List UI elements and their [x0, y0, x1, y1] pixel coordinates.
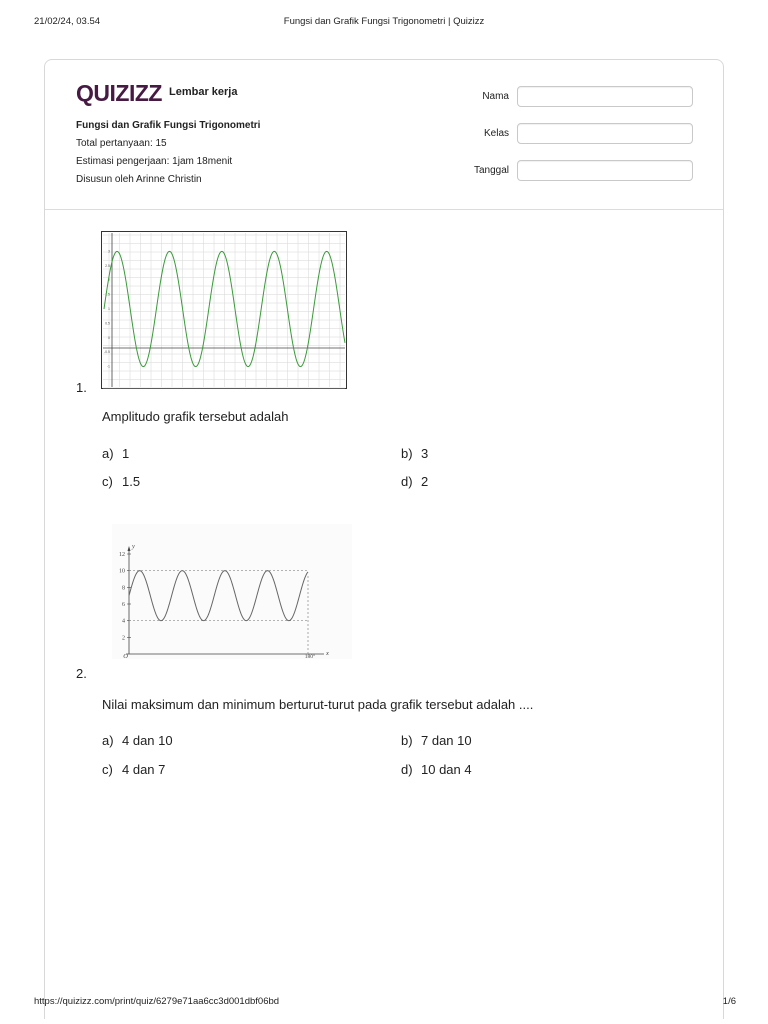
graph-2-y-tick-label: 10 — [119, 568, 125, 575]
page-number: 1/6 — [722, 996, 736, 1007]
graph-1-y-tick-label: -0.5 — [103, 350, 110, 355]
question-1-option-c[interactable] — [102, 474, 140, 489]
graph-2-x-end-label: 180° — [304, 654, 316, 659]
print-footer — [0, 996, 768, 1010]
graph-1-frame — [102, 232, 347, 389]
option-text: 4 dan 10 — [122, 733, 173, 748]
question-1-text: Amplitudo grafik tersebut adalah — [102, 409, 289, 424]
question-2-number: 2. — [76, 666, 87, 681]
option-text: 1 — [122, 446, 130, 461]
graph-2-y-tick-label: 2 — [122, 635, 125, 642]
option-letter: d) — [401, 762, 413, 777]
question-2-option-d[interactable] — [401, 762, 472, 777]
question-2-graph — [112, 524, 352, 659]
question-1-option-d[interactable] — [401, 474, 428, 489]
option-letter: b) — [401, 446, 413, 461]
author-line: Disusun oleh Arinne Christin — [76, 174, 202, 185]
option-text: 7 dan 10 — [421, 733, 472, 748]
estimated-duration: Estimasi pengerjaan: 1jam 18menit — [76, 156, 233, 167]
print-url: https://quizizz.com/print/quiz/6279e71aa6cc3d001dbf06bd — [34, 996, 280, 1007]
graph-2-y-label: y — [132, 543, 135, 550]
option-text: 10 dan 4 — [421, 762, 472, 777]
graph-1-y-tick-label: -1 — [106, 364, 110, 369]
question-2-text: Nilai maksimum dan minimum berturut-turut pada grafik tersebut adalah .... — [102, 697, 534, 712]
question-1-option-a[interactable] — [102, 446, 129, 461]
date-input[interactable] — [517, 160, 693, 181]
option-text: 2 — [421, 474, 429, 489]
graph-1-y-tick-label: 2 — [108, 278, 110, 283]
print-header — [0, 16, 768, 30]
option-text: 4 dan 7 — [122, 762, 166, 777]
question-2-option-b[interactable] — [401, 733, 472, 748]
worksheet-title: Fungsi dan Grafik Fungsi Trigonometri — [76, 120, 261, 131]
print-page-title: Fungsi dan Grafik Fungsi Trigonometri | Quizizz — [283, 16, 485, 27]
graph-1-y-tick-label: 1 — [108, 307, 110, 311]
option-letter: d) — [401, 474, 413, 489]
question-1-graph — [101, 231, 347, 389]
name-label: Nama — [482, 91, 509, 102]
graph-1-y-tick-label: 0 — [108, 335, 110, 340]
option-letter: a) — [102, 446, 114, 461]
question-2-option-c[interactable] — [102, 762, 165, 777]
worksheet-header — [45, 60, 723, 210]
option-letter: b) — [401, 733, 413, 748]
graph-2-y-tick-label: 6 — [122, 602, 125, 608]
graph-2-y-tick-label: 8 — [122, 585, 125, 592]
graph-2-background — [112, 524, 352, 659]
question-1-option-b[interactable] — [401, 446, 428, 461]
graph-1-y-tick-label: 1.5 — [105, 292, 110, 297]
class-input[interactable] — [517, 123, 693, 144]
option-letter: c) — [102, 474, 113, 489]
graph-2-y-tick-label: 12 — [119, 552, 125, 558]
worksheet-label: Lembar kerja — [169, 86, 238, 98]
class-label: Kelas — [483, 128, 509, 139]
print-timestamp: 21/02/24, 03.54 — [34, 16, 101, 27]
question-1-number: 1. — [76, 380, 87, 395]
question-2-option-a[interactable] — [102, 733, 173, 748]
total-questions: Total pertanyaan: 15 — [76, 138, 167, 149]
graph-1-y-tick-label: 2.5 — [105, 263, 110, 268]
graph-2-y-tick-label: 4 — [122, 618, 125, 625]
option-letter: a) — [102, 733, 114, 748]
graph-2-x-label: x — [326, 650, 329, 657]
graph-1-y-tick-label: 0.5 — [105, 321, 110, 326]
graph-2-origin-label: O — [123, 653, 128, 659]
option-text: 3 — [421, 446, 429, 461]
quizizz-logo: QUIZIZZ — [76, 80, 162, 106]
option-text: 1.5 — [122, 474, 141, 489]
graph-1-y-tick-label: 3 — [108, 249, 110, 254]
date-label: Tanggal — [473, 165, 509, 176]
name-input[interactable] — [517, 86, 693, 107]
option-letter: c) — [102, 762, 113, 777]
